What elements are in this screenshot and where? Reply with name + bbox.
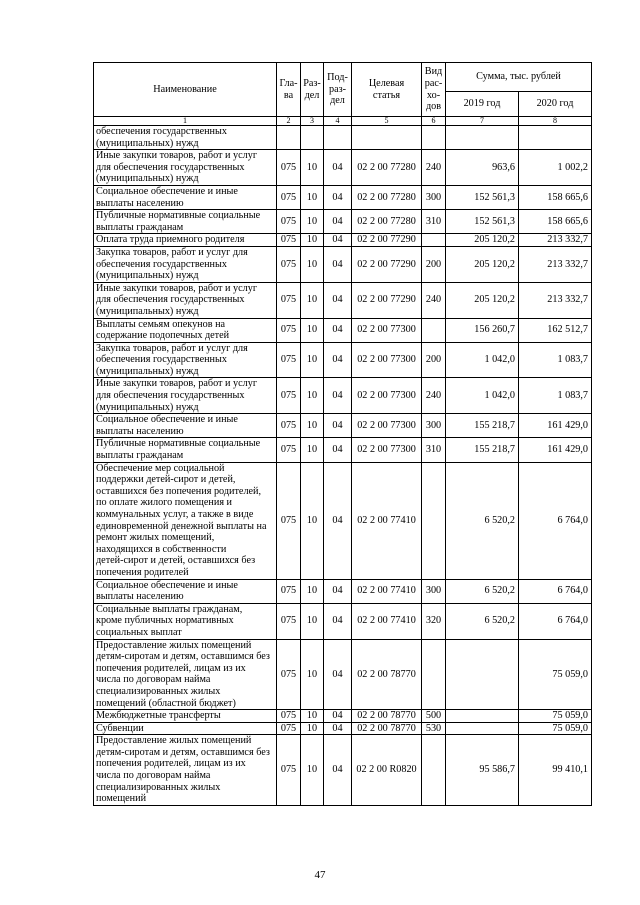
row-glava: 075: [277, 722, 301, 735]
row-sum-2020: 158 665,6: [519, 185, 592, 209]
row-target: 02 2 00 77300: [352, 342, 422, 378]
row-sum-2020: 6 764,0: [519, 603, 592, 639]
table-row: [94, 414, 592, 438]
header-vid-text: Вид рас- хо- дов: [424, 66, 443, 113]
row-name: Социальное обеспечение и иные выплаты населению: [94, 185, 277, 209]
row-sum-2019: 6 520,2: [446, 603, 519, 639]
column-number: 4: [324, 117, 352, 126]
row-target: 02 2 00 77300: [352, 378, 422, 414]
header-target: [352, 63, 422, 117]
row-podrazdel: 04: [324, 735, 352, 806]
table-row: [94, 378, 592, 414]
row-podrazdel: 04: [324, 185, 352, 209]
row-podrazdel: 04: [324, 579, 352, 603]
row-glava: 075: [277, 639, 301, 710]
row-target: 02 2 00 77300: [352, 438, 422, 462]
row-vid: 200: [422, 342, 446, 378]
row-name: Межбюджетные трансферты: [94, 710, 277, 723]
row-target: 02 2 00 77300: [352, 414, 422, 438]
row-vid: 310: [422, 438, 446, 462]
row-sum-2019: 1 042,0: [446, 342, 519, 378]
row-vid: [422, 462, 446, 579]
column-number: 2: [277, 117, 301, 126]
header-2019-text: 2019 год: [463, 98, 501, 110]
row-glava: [277, 126, 301, 150]
row-vid: 310: [422, 210, 446, 234]
row-podrazdel: 04: [324, 150, 352, 186]
row-name: Иные закупки товаров, работ и услуг для обеспечения государственных (муниципальных) нужд: [94, 282, 277, 318]
budget-table-page: [93, 62, 591, 806]
row-name: Социальные выплаты гражданам, кроме публичных нормативных социальных выплат: [94, 603, 277, 639]
row-podrazdel: 04: [324, 282, 352, 318]
row-sum-2019: 6 520,2: [446, 462, 519, 579]
row-name: Закупка товаров, работ и услуг для обеспечения государственных (муниципальных) нужд: [94, 342, 277, 378]
table-header: [94, 63, 592, 126]
table-row: [94, 282, 592, 318]
table-row: [94, 735, 592, 806]
row-target: 02 2 00 78770: [352, 710, 422, 723]
row-razdel: 10: [301, 246, 324, 282]
row-sum-2019: [446, 710, 519, 723]
row-glava: 075: [277, 579, 301, 603]
row-name: Закупка товаров, работ и услуг для обеспечения государственных (муниципальных) нужд: [94, 246, 277, 282]
row-vid: [422, 126, 446, 150]
column-number: 8: [519, 117, 592, 126]
row-vid: [422, 735, 446, 806]
header-target-text: Целевая статья: [368, 77, 405, 101]
row-podrazdel: [324, 126, 352, 150]
header-2020-text: 2020 год: [536, 98, 574, 110]
row-sum-2019: 1 042,0: [446, 378, 519, 414]
row-name: Иные закупки товаров, работ и услуг для обеспечения государственных (муниципальных) нужд: [94, 150, 277, 186]
row-glava: 075: [277, 414, 301, 438]
row-vid: 500: [422, 710, 446, 723]
column-number: 6: [422, 117, 446, 126]
row-sum-2019: 155 218,7: [446, 414, 519, 438]
row-sum-2020: 213 332,7: [519, 282, 592, 318]
row-podrazdel: 04: [324, 318, 352, 342]
header-podrazdel-text: Под- раз- дел: [327, 72, 348, 107]
table-row: [94, 150, 592, 186]
row-razdel: 10: [301, 710, 324, 723]
header-vid: [422, 63, 446, 117]
row-name: Обеспечение мер социальной поддержки детей-сирот и детей, оставшихся без попечения родителей, по оплате жилого помещения и коммунальных услуг, а также в виде единовременной денежной выплаты на ремонт жилых помещений, находящихся в собственности детей-сирот и детей, оставшихся без попечения родителей: [94, 462, 277, 579]
row-glava: 075: [277, 234, 301, 247]
row-sum-2019: 152 561,3: [446, 210, 519, 234]
row-vid: 320: [422, 603, 446, 639]
column-numbers-row: [94, 117, 592, 126]
row-razdel: 10: [301, 282, 324, 318]
row-sum-2019: 155 218,7: [446, 438, 519, 462]
header-name-text: Наименование: [153, 83, 217, 95]
table-row: [94, 210, 592, 234]
table-row: [94, 579, 592, 603]
row-sum-2020: 6 764,0: [519, 462, 592, 579]
header-sum-text: Сумма, тыс. рублей: [476, 71, 561, 83]
header-razdel: [301, 63, 324, 117]
column-number: 5: [352, 117, 422, 126]
row-razdel: 10: [301, 210, 324, 234]
header-2019: [446, 92, 519, 117]
row-sum-2019: 95 586,7: [446, 735, 519, 806]
row-razdel: 10: [301, 462, 324, 579]
row-sum-2020: 6 764,0: [519, 579, 592, 603]
row-glava: 075: [277, 603, 301, 639]
header-2020: [519, 92, 592, 117]
row-target: 02 2 00 77410: [352, 603, 422, 639]
row-razdel: [301, 126, 324, 150]
row-podrazdel: 04: [324, 210, 352, 234]
column-number: 3: [301, 117, 324, 126]
table-row: [94, 246, 592, 282]
row-glava: 075: [277, 735, 301, 806]
row-name: Оплата труда приемного родителя: [94, 234, 277, 247]
row-sum-2020: 99 410,1: [519, 735, 592, 806]
header-razdel-text: Раз- дел: [303, 77, 321, 101]
row-sum-2019: 205 120,2: [446, 282, 519, 318]
row-target: 02 2 00 77300: [352, 318, 422, 342]
row-podrazdel: 04: [324, 603, 352, 639]
row-vid: 240: [422, 378, 446, 414]
row-sum-2019: [446, 639, 519, 710]
row-razdel: 10: [301, 318, 324, 342]
row-podrazdel: 04: [324, 722, 352, 735]
row-razdel: 10: [301, 639, 324, 710]
row-sum-2020: [519, 126, 592, 150]
row-razdel: 10: [301, 185, 324, 209]
row-name: Публичные нормативные социальные выплаты гражданам: [94, 210, 277, 234]
row-target: [352, 126, 422, 150]
row-podrazdel: 04: [324, 246, 352, 282]
row-target: 02 2 00 77280: [352, 210, 422, 234]
row-glava: 075: [277, 150, 301, 186]
row-vid: [422, 318, 446, 342]
column-number: 1: [94, 117, 277, 126]
row-glava: 075: [277, 342, 301, 378]
row-podrazdel: 04: [324, 462, 352, 579]
row-podrazdel: 04: [324, 710, 352, 723]
row-vid: 530: [422, 722, 446, 735]
row-sum-2019: 6 520,2: [446, 579, 519, 603]
table-row: [94, 462, 592, 579]
row-podrazdel: 04: [324, 234, 352, 247]
header-name: [94, 63, 277, 117]
row-sum-2020: 75 059,0: [519, 710, 592, 723]
row-sum-2019: 205 120,2: [446, 234, 519, 247]
row-target: 02 2 00 77410: [352, 462, 422, 579]
table-row: [94, 126, 592, 150]
row-name: Предоставление жилых помещений детям-сиротам и детям, оставшимся без попечения родителей, лицам из их числа по договорам найма специализированных жилых помещений: [94, 735, 277, 806]
row-sum-2019: [446, 722, 519, 735]
row-glava: 075: [277, 378, 301, 414]
row-glava: 075: [277, 282, 301, 318]
row-sum-2020: 213 332,7: [519, 246, 592, 282]
row-target: 02 2 00 77290: [352, 234, 422, 247]
column-number: 7: [446, 117, 519, 126]
row-razdel: 10: [301, 150, 324, 186]
row-vid: 300: [422, 185, 446, 209]
row-sum-2019: 152 561,3: [446, 185, 519, 209]
row-vid: 240: [422, 282, 446, 318]
table-row: [94, 710, 592, 723]
table-row: [94, 234, 592, 247]
row-sum-2019: 963,6: [446, 150, 519, 186]
page-number: 47: [314, 869, 326, 881]
row-razdel: 10: [301, 579, 324, 603]
row-razdel: 10: [301, 342, 324, 378]
row-sum-2020: 1 083,7: [519, 378, 592, 414]
row-razdel: 10: [301, 378, 324, 414]
row-podrazdel: 04: [324, 414, 352, 438]
row-podrazdel: 04: [324, 639, 352, 710]
row-razdel: 10: [301, 234, 324, 247]
row-target: 02 2 00 77290: [352, 246, 422, 282]
row-sum-2019: 205 120,2: [446, 246, 519, 282]
row-target: 02 2 00 R0820: [352, 735, 422, 806]
row-glava: 075: [277, 710, 301, 723]
row-glava: 075: [277, 438, 301, 462]
row-sum-2020: 161 429,0: [519, 438, 592, 462]
row-target: 02 2 00 78770: [352, 639, 422, 710]
row-sum-2020: 161 429,0: [519, 414, 592, 438]
row-target: 02 2 00 77280: [352, 150, 422, 186]
row-name: Социальное обеспечение и иные выплаты населению: [94, 414, 277, 438]
row-vid: [422, 639, 446, 710]
row-sum-2020: 1 002,2: [519, 150, 592, 186]
row-name: Выплаты семьям опекунов на содержание подопечных детей: [94, 318, 277, 342]
table-row: [94, 318, 592, 342]
header-sum: [446, 63, 592, 92]
row-name: обеспечения государственных (муниципальных) нужд: [94, 126, 277, 150]
row-target: 02 2 00 78770: [352, 722, 422, 735]
row-sum-2020: 158 665,6: [519, 210, 592, 234]
row-sum-2020: 75 059,0: [519, 639, 592, 710]
row-vid: [422, 234, 446, 247]
header-glava: [277, 63, 301, 117]
row-glava: 075: [277, 210, 301, 234]
row-glava: 075: [277, 246, 301, 282]
row-razdel: 10: [301, 722, 324, 735]
table-body: [94, 126, 592, 806]
row-vid: 300: [422, 414, 446, 438]
row-razdel: 10: [301, 414, 324, 438]
row-sum-2020: 162 512,7: [519, 318, 592, 342]
row-sum-2019: 156 260,7: [446, 318, 519, 342]
row-podrazdel: 04: [324, 378, 352, 414]
row-sum-2020: 1 083,7: [519, 342, 592, 378]
row-razdel: 10: [301, 438, 324, 462]
row-razdel: 10: [301, 603, 324, 639]
header-glava-text: Гла- ва: [279, 77, 298, 101]
row-podrazdel: 04: [324, 342, 352, 378]
row-target: 02 2 00 77290: [352, 282, 422, 318]
row-target: 02 2 00 77280: [352, 185, 422, 209]
row-name: Публичные нормативные социальные выплаты гражданам: [94, 438, 277, 462]
table-row: [94, 603, 592, 639]
table-row: [94, 185, 592, 209]
row-glava: 075: [277, 185, 301, 209]
row-sum-2019: [446, 126, 519, 150]
row-podrazdel: 04: [324, 438, 352, 462]
row-sum-2020: 75 059,0: [519, 722, 592, 735]
row-name: Субвенции: [94, 722, 277, 735]
header-podrazdel: [324, 63, 352, 117]
row-vid: 240: [422, 150, 446, 186]
row-vid: 300: [422, 579, 446, 603]
row-vid: 200: [422, 246, 446, 282]
row-target: 02 2 00 77410: [352, 579, 422, 603]
table-row: [94, 438, 592, 462]
table-row: [94, 722, 592, 735]
row-razdel: 10: [301, 735, 324, 806]
row-name: Социальное обеспечение и иные выплаты населению: [94, 579, 277, 603]
table-row: [94, 342, 592, 378]
budget-table: [93, 62, 592, 806]
row-glava: 075: [277, 318, 301, 342]
row-glava: 075: [277, 462, 301, 579]
row-sum-2020: 213 332,7: [519, 234, 592, 247]
row-name: Иные закупки товаров, работ и услуг для обеспечения государственных (муниципальных) нужд: [94, 378, 277, 414]
table-row: [94, 639, 592, 710]
row-name: Предоставление жилых помещений детям-сиротам и детям, оставшимся без попечения родителей, лицам из их числа по договорам найма специализированных жилых помещений (областной бюджет): [94, 639, 277, 710]
